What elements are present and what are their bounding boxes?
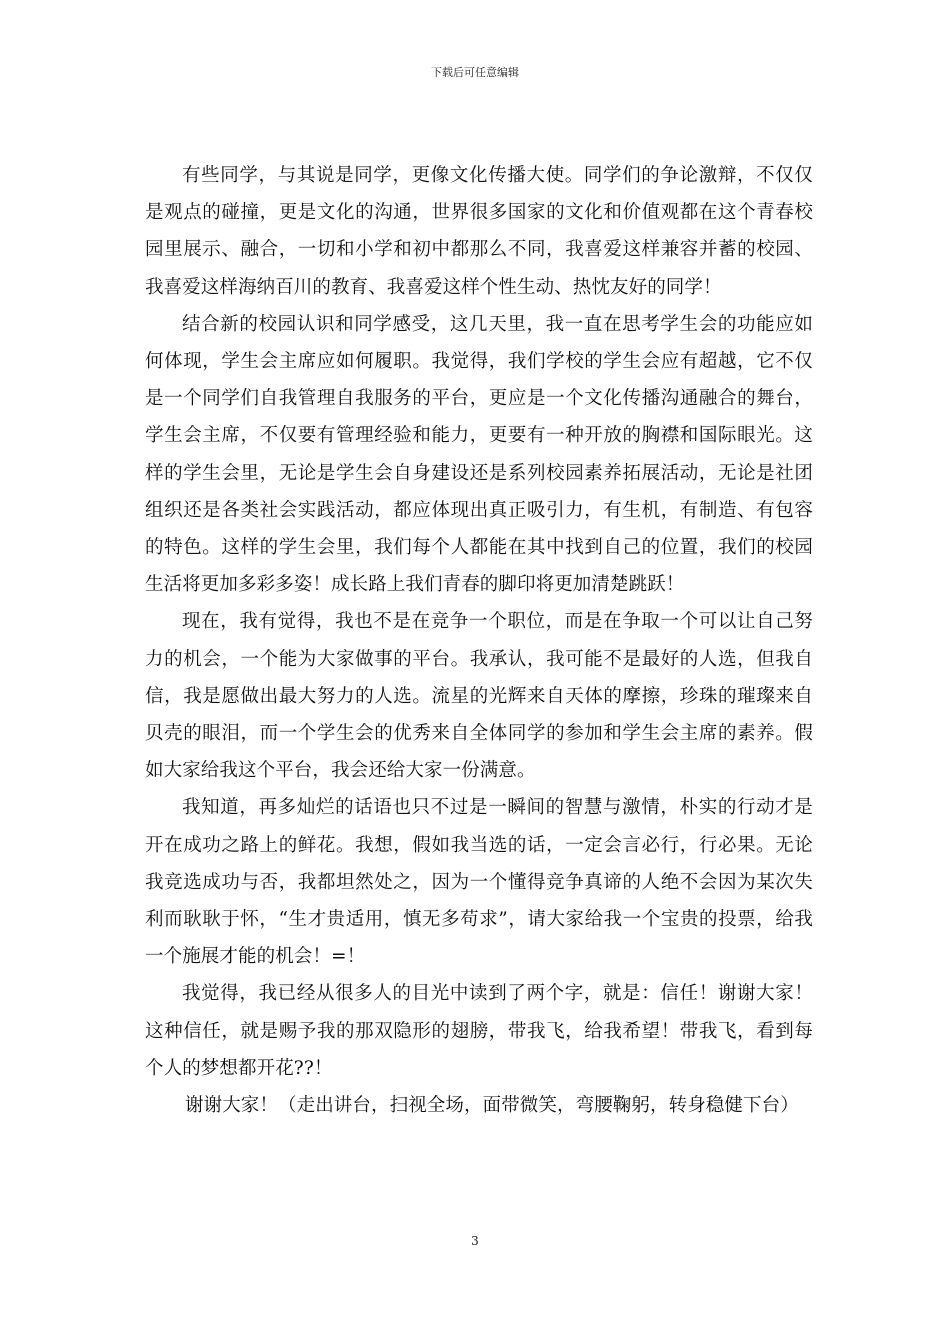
paragraph-5: 我觉得，我已经从很多人的目光中读到了两个字，就是：信任！谢谢大家！这种信任，就是赐予我的那双隐形的翅膀，带我飞，给我希望！带我飞，看到每个人的梦想都开花??！ — [145, 983, 813, 1079]
page-header-note: 下载后可任意编辑 — [431, 66, 519, 79]
paragraph-3: 现在，我有觉得，我也不是在竞争一个职位，而是在争取一个可以让自己努力的机会，一个能为大家做事的平台。我承认，我可能不是最好的人选，但我自信，我是愿做出最大努力的人选。流星的光辉来自天体的摩擦，珍珠的璀璨来自贝壳的眼泪，而一个学生会的优秀来自全体同学的参加和学生会主席的素养。假如大家给我这个平台，我会还给大家一份满意。 — [145, 611, 813, 782]
paragraph-2: 结合新的校园认识和同学感受，这几天里，我一直在思考学生会的功能应如何体现，学生会主席应如何履职。我觉得，我们学校的学生会应有超越，它不仅是一个同学们自我管理自我服务的平台，更应是一个文化传播沟通融合的舞台，学生会主席，不仅要有管理经验和能力，更要有一种开放的胸襟和国际眼光。这样的学生会里，无论是学生会自身建设还是系列校园素养拓展活动，无论是社团组织还是各类社会实践活动，都应体现出真正吸引力，有生机，有制造、有包容的特色。这样的学生会里，我们每个人都能在其中找到自己的位置，我们的校园生活将更加多彩多姿！成长路上我们青春的脚印将更加清楚跳跃！ — [145, 313, 813, 596]
paragraph-4: 我知道，再多灿烂的话语也只不过是一瞬间的智慧与激情，朴实的行动才是开在成功之路上的鲜花。我想，假如我当选的话，一定会言必行，行必果。无论我竞选成功与否，我都坦然处之，因为一个懂得竞争真谛的人绝不会因为某次失利而耿耿于怀，“生才贵适用，慎无多苟求”，请大家给我一个宝贵的投票，给我一个施展才能的机会！=！ — [145, 797, 813, 968]
paragraph-6: 谢谢大家！（走出讲台，扫视全场，面带微笑，弯腰鞠躬，转身稳健下台） — [185, 1095, 799, 1117]
body-text — [145, 157, 813, 1124]
page-number: 3 — [471, 1234, 479, 1248]
paragraph-1: 有些同学，与其说是同学，更像文化传播大使。同学们的争论激辩，不仅仅是观点的碰撞，更是文化的沟通，世界很多国家的文化和价值观都在这个青春校园里展示、融合，一切和小学和初中都那么不同，我喜爱这样兼容并蓄的校园、我喜爱这样海纳百川的教育、我喜爱这样个性生动、热忱友好的同学！ — [145, 165, 813, 298]
